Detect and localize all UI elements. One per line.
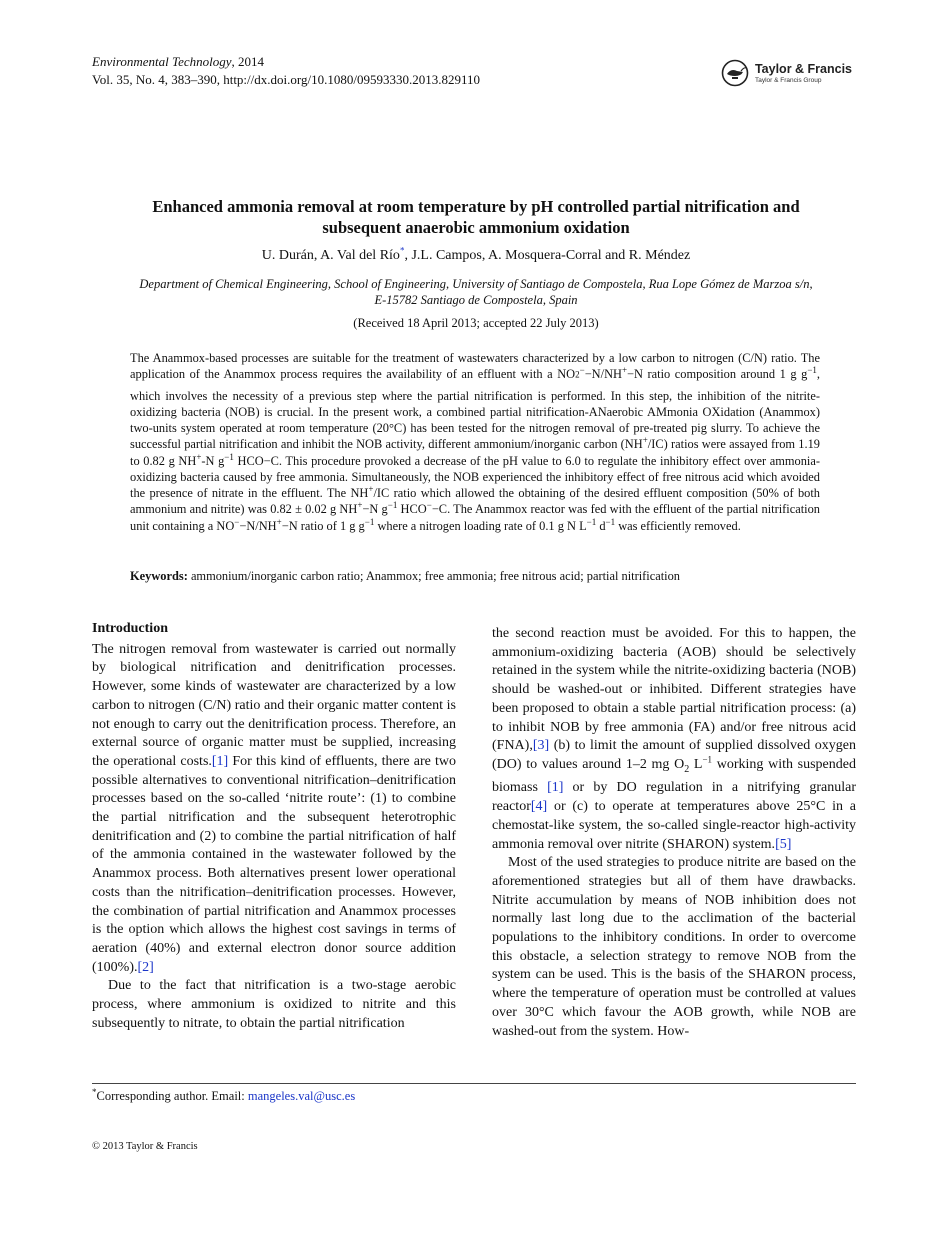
publisher-group: Taylor & Francis Group <box>754 76 822 84</box>
lamp-logo-icon <box>721 59 751 87</box>
abstract-text: −N/NH <box>239 518 277 533</box>
sup: + <box>642 435 648 446</box>
abstract-text: The Anammox-based processes are suitable for the treatment of wastewaters characterized by a low carbon to nitrogen (C/N) ratio. The application of the Anammox process requires the availability of an effluent with a NO <box>130 351 820 382</box>
citation-link[interactable]: [1] <box>547 780 564 796</box>
paragraph-text: L <box>689 756 703 772</box>
publisher-name: Taylor & Francis <box>754 61 852 76</box>
email-link[interactable]: mangeles.val@usc.es <box>247 1089 356 1103</box>
abstract-text: was efficiently removed. <box>615 518 741 533</box>
paragraph <box>492 625 856 854</box>
abstract <box>130 350 820 534</box>
column-right <box>492 625 856 1041</box>
abstract-text: /IC) ratios were assayed from 1.19 to 0.82 g NH <box>130 437 820 468</box>
sup: −1 <box>224 451 234 462</box>
sup: − <box>234 516 240 527</box>
sup: −1 <box>364 516 375 527</box>
footnote-divider <box>92 1083 856 1084</box>
paragraph-text: working with suspended biomass <box>492 756 856 796</box>
keywords-label: Keywords: <box>130 569 188 583</box>
affiliation-line-1: Department of Chemical Engineering, School of Engineering, University of Santiago de Compostela, Rua Lope Gómez de Marzoa s/n, <box>139 277 813 291</box>
abstract-text: −N ratio of 1 g g <box>281 518 365 533</box>
paragraph-text: The nitrogen removal from wastewater is carried out normally by biological nitrification and denitrification processes. However, some kinds of wastewater are characterized by a low carbon to nitrogen (C/N) ratio and their organic matter content is not enough to carry out the denitrification process. Therefore, an external source of organic matter must be supplied, increasing the operational costs. <box>92 641 456 769</box>
citation-link[interactable]: [3] <box>532 738 550 754</box>
sup: −1 <box>586 516 597 527</box>
title-line-2: subsequent anaerobic ammonium oxidation <box>322 218 630 237</box>
abstract-text: -N g <box>201 453 225 468</box>
paragraph-text: (b) to limit the amount of supplied dissolved oxygen (DO) to values around 1–2 mg O <box>492 738 856 772</box>
received-dates: (Received 18 April 2013; accepted 22 July 2013) <box>353 316 599 330</box>
abstract-text: /IC ratio which allowed the obtaining of the desired effluent composition (50% of both ammonium and nitrite) was 0.82 ± 0.02 g NH <box>130 486 820 517</box>
footnote-mark: * <box>92 1086 97 1097</box>
affiliation-line-2: E-15782 Santiago de Compostela, Spain <box>374 293 578 307</box>
article-title <box>92 196 860 238</box>
paragraph-text: the second reaction must be avoided. For this to happen, the ammonium-oxidizing bacteria (AOB) should be selectively retained in the system while the nitrite-oxidizing bacteria (NOB) should be washed-out or inhibited. Different strategies have been proposed to obtain a stable partial nitrification process: (a) to inhibit NOB by free ammonia (FA) and/or free nitrous acid (FNA), <box>492 626 856 754</box>
abstract-text: −C. This procedure provoked a decrease of the pH value to 6.0 to regulate the inhibitory effect over ammonia-oxidizing bacteria caused by free ammonia. Simultaneously, the NOB experienced the inhibitory effect of free nitrous acid which avoided the presence of nitrate in the effluent. The NH <box>130 453 820 501</box>
author-list <box>92 245 860 264</box>
abstract-text: where a nitrogen loading rate of 0.1 g N L <box>374 518 587 533</box>
sup: − <box>579 365 585 376</box>
abstract-text: , which involves the necessity of a previous step where the partial nitrification is performed. In this step, the inhibition of the nitrite-oxidizing bacteria (NOB) is crucial. In the present work, a combined partial nitrification-ANaerobic AMmonia OXidation (Anammox) two-units system operated at room temperature (20°C) has been tested for the nitrogen removal of pre-treated pig slurry. To achieve the successful partial nitrification and inhibit the NOB activity, different ammonium/inorganic carbon (NH <box>130 367 820 452</box>
sup: −1 <box>387 500 398 511</box>
keywords-list: ammonium/inorganic carbon ratio; Anammox; free ammonia; free nitrous acid; partial nitrification <box>190 569 680 583</box>
sup: −1 <box>807 365 817 376</box>
citation-link[interactable]: [2] <box>137 959 154 975</box>
affiliation <box>92 276 860 308</box>
journal-year: , 2014 <box>231 54 264 69</box>
volume-doi-line: Vol. 35, No. 4, 383–390, http://dx.doi.org/10.1080/09593330.2013.829110 <box>92 72 480 87</box>
abstract-text: −N/NH <box>584 367 622 382</box>
abstract-text: HCO <box>233 453 264 468</box>
citation-link[interactable]: [1] <box>211 753 229 769</box>
corresponding-author-mark[interactable]: * <box>399 245 405 256</box>
journal-header <box>92 53 480 89</box>
sub: 2 <box>575 369 580 380</box>
paragraph: Most of the used strategies to produce nitrite are based on the aforementioned strategies but all of them have drawbacks. Nitrite accumulation by means of NOB inhibition does not normally last long due to the acclimation of the bacterial populations to the inhibitory conditions. In order to overcome this obstacle, a selection strategy to remove NOB from the system can be used. This is the basis of the SHARON process, where the temperature of operation must be controlled at values over 30°C which favour the AOB growth, while NOB are washed-out from the system. How- <box>492 855 856 1039</box>
sup: + <box>276 516 282 527</box>
paragraph-text: or (c) to operate at temperatures above 25°C in a chemostat-like system, the so-called single-reactor high-activity ammonia removal over nitrite (SHARON) system. <box>492 799 856 852</box>
paragraph-text: or by DO regulation in a nitrifying granular reactor <box>492 780 856 815</box>
paragraph <box>92 641 456 978</box>
section-heading-introduction: Introduction <box>92 621 168 636</box>
abstract-text: d <box>596 518 606 533</box>
abstract-text: −N ratio composition around 1 g g <box>627 367 808 382</box>
authors-first: U. Durán, A. Val del Río <box>261 248 400 263</box>
footnote <box>92 1086 356 1104</box>
publisher-logo <box>721 59 852 87</box>
sup: + <box>357 500 363 511</box>
sup: − <box>426 500 432 511</box>
abstract-text: −N g <box>362 502 388 517</box>
citation-link[interactable]: [5] <box>775 836 792 852</box>
paragraph: Due to the fact that nitrification is a two-stage aerobic process, where ammonium is oxidized to nitrite and this subsequently to nitrate, to obtain the partial nitrification <box>92 978 456 1031</box>
sup: −1 <box>605 516 616 527</box>
sup: + <box>196 451 202 462</box>
keywords <box>130 569 830 584</box>
journal-name: Environmental Technology <box>92 54 232 69</box>
column-left <box>92 620 456 1033</box>
title-line-1: Enhanced ammonia removal at room temperature by pH controlled partial nitrification and <box>152 197 800 216</box>
copyright: © 2013 Taylor & Francis <box>92 1141 198 1152</box>
footnote-text: Corresponding author. Email: <box>96 1089 248 1103</box>
paragraph-text: For this kind of effluents, there are two possible alternatives to conventional nitrification–denitrification processes based on the so-called ‘nitrite route’: (1) to combine the partial nitrification and the subsequent heterotrophic denitrification and (2) to combine the partial nitrification of half of the ammonia contained in the wastewater followed by the Anammox process. Both alternatives present lower operational costs than the nitrification–denitrification processes. However, the combination of partial nitrification and Anammox processes is the option which allows the highest cost savings in terms of aeration (40%) and external electron donor source addition (100%). <box>92 753 456 975</box>
sup: −1 <box>702 754 713 765</box>
abstract-text: −C. The Anammox reactor was fed with the effluent of the partial nitrification unit containing a NO <box>130 502 820 533</box>
citation-link[interactable]: [4] <box>530 799 548 815</box>
sup: + <box>368 483 374 494</box>
sub: 2 <box>684 763 690 775</box>
sup: + <box>621 365 628 376</box>
authors-rest: , J.L. Campos, A. Mosquera-Corral and R. Méndez <box>404 248 691 263</box>
abstract-text: HCO <box>397 502 427 517</box>
